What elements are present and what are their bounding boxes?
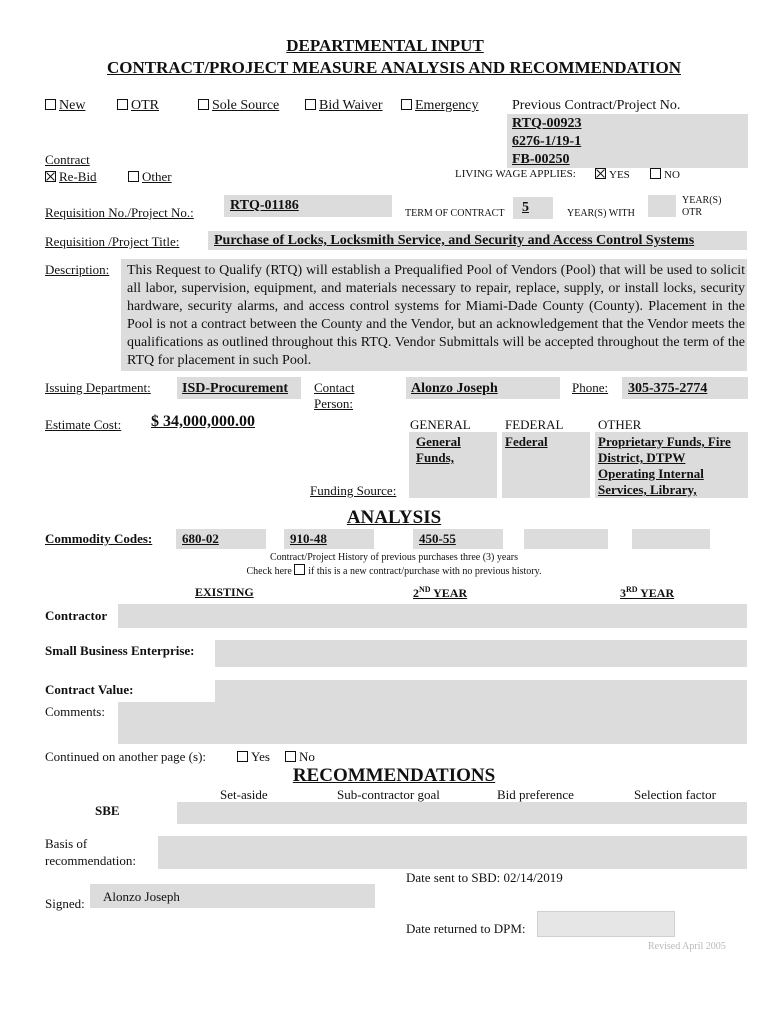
option-bid-waiver[interactable]: Bid Waiver bbox=[305, 98, 383, 114]
sbe-analysis-field[interactable] bbox=[215, 640, 747, 667]
checkbox-rebid[interactable] bbox=[45, 171, 56, 182]
col-third-year: 3RD YEAR bbox=[620, 585, 675, 600]
funding-federal-header: FEDERAL bbox=[505, 417, 564, 432]
commodity-code-3: 450-55 bbox=[419, 531, 456, 546]
col-second-year: 2ND YEAR bbox=[413, 585, 468, 600]
checkbox-living-wage-yes[interactable] bbox=[595, 168, 606, 179]
option-other[interactable]: Other bbox=[128, 169, 172, 185]
checkbox-continued-yes[interactable] bbox=[237, 751, 248, 762]
continued-yes[interactable]: Yes bbox=[237, 749, 270, 765]
option-new[interactable]: New bbox=[45, 98, 85, 114]
contract-value-label: Contract Value: bbox=[45, 682, 134, 697]
checkbox-sole-source[interactable] bbox=[198, 99, 209, 110]
basis-label-line1: Basis of bbox=[45, 836, 88, 851]
issuing-department-label: Issuing Department: bbox=[45, 380, 151, 395]
previous-contract-label: Previous Contract/Project No. bbox=[512, 98, 681, 113]
option-otr[interactable]: OTR bbox=[117, 98, 159, 114]
contractor-label: Contractor bbox=[45, 608, 108, 623]
otr-years-field[interactable] bbox=[648, 195, 676, 217]
funding-general-value-2: Funds, bbox=[416, 450, 454, 465]
basis-label-line2: recommendation: bbox=[45, 853, 136, 868]
sbe-analysis-label: Small Business Enterprise: bbox=[45, 643, 195, 658]
checkbox-other[interactable] bbox=[128, 171, 139, 182]
col-subcontractor-goal: Sub-contractor goal bbox=[337, 787, 440, 802]
signed-label: Signed: bbox=[45, 896, 85, 911]
funding-source-label: Funding Source: bbox=[310, 483, 397, 498]
col-selection-factor: Selection factor bbox=[634, 787, 716, 802]
funding-other-value-2: District, DTPW bbox=[598, 450, 686, 465]
commodity-code-1: 680-02 bbox=[182, 531, 219, 546]
contract-label: Contract bbox=[45, 152, 90, 167]
contact-label-line2: Person: bbox=[314, 396, 353, 411]
project-title-label: Requisition /Project Title: bbox=[45, 234, 180, 249]
funding-general-value-1: General bbox=[416, 434, 461, 449]
checkbox-bid-waiver[interactable] bbox=[305, 99, 316, 110]
term-value: 5 bbox=[522, 200, 529, 215]
option-sole-source[interactable]: Sole Source bbox=[198, 98, 279, 114]
signed-value: Alonzo Joseph bbox=[103, 889, 180, 904]
requisition-value: RTQ-01186 bbox=[230, 198, 299, 213]
funding-other-value-3: Operating Internal bbox=[598, 466, 704, 481]
basis-field[interactable] bbox=[158, 836, 747, 869]
term-field[interactable] bbox=[513, 197, 553, 219]
date-sent-label: Date sent to SBD: 02/14/2019 bbox=[406, 870, 563, 885]
funding-other-header: OTHER bbox=[598, 417, 642, 432]
estimate-cost-value: $ 34,000,000.00 bbox=[151, 413, 255, 430]
contract-value-field[interactable] bbox=[215, 680, 747, 702]
description-label: Description: bbox=[45, 262, 110, 277]
commodity-codes-label: Commodity Codes: bbox=[45, 531, 153, 546]
checkbox-emergency[interactable] bbox=[401, 99, 412, 110]
option-rebid[interactable]: Re-Bid bbox=[45, 169, 97, 185]
commodity-code-field-4[interactable] bbox=[524, 529, 608, 549]
checkbox-living-wage-no[interactable] bbox=[650, 168, 661, 179]
revised-note: Revised April 2005 bbox=[648, 941, 726, 952]
checkbox-continued-no[interactable] bbox=[285, 751, 296, 762]
commodity-code-2: 910-48 bbox=[290, 531, 327, 546]
checkbox-new-contract[interactable] bbox=[294, 564, 305, 575]
sbe-recommend-label: SBE bbox=[95, 803, 120, 818]
phone-label: Phone: bbox=[572, 380, 609, 395]
sbe-recommend-field[interactable] bbox=[177, 802, 747, 824]
col-set-aside: Set-aside bbox=[220, 787, 268, 802]
requisition-label: Requisition No./Project No.: bbox=[45, 205, 194, 220]
funding-general-header: GENERAL bbox=[410, 417, 471, 432]
otr-label-line2: OTR bbox=[682, 207, 702, 218]
contact-label-line1: Contact bbox=[314, 380, 355, 395]
project-title-value: Purchase of Locks, Locksmith Service, and Security and Access Control Systems bbox=[214, 233, 695, 248]
comments-field[interactable] bbox=[118, 702, 747, 744]
new-contract-check: Check here if this is a new contract/purchase with no previous history. bbox=[246, 566, 542, 577]
term-label: TERM OF CONTRACT bbox=[405, 208, 505, 219]
form-subtitle: CONTRACT/PROJECT MEASURE ANALYSIS AND RECOMMENDATION bbox=[107, 58, 681, 77]
date-returned-field[interactable] bbox=[537, 911, 675, 937]
previous-contract-value-3: FB-00250 bbox=[512, 152, 570, 167]
checkbox-new[interactable] bbox=[45, 99, 56, 110]
contact-value: Alonzo Joseph bbox=[411, 381, 498, 396]
funding-other-value-1: Proprietary Funds, Fire bbox=[598, 434, 731, 449]
analysis-heading: ANALYSIS bbox=[346, 507, 442, 528]
continued-label: Continued on another page (s): bbox=[45, 749, 207, 764]
description-text: This Request to Qualify (RTQ) will establish a Prequalified Pool of Vendors (Pool) that will be used to solicit all labor, supervision, equipment, and materials necessary to repair, replace, supply, or install locks, security hardware, security alarms, and access control systems for Miami-Dade County (County). Placement in the Pool is not a contract between the County and the Vendor, but an acknowledgement that the Vendor meets the qualifications as outlined throughout this RTQ. Vendor Submittals will be accepted throughout the term of the RTQ for placement in such Pool. bbox=[127, 263, 745, 368]
col-bid-preference: Bid preference bbox=[497, 787, 574, 802]
date-returned-label: Date returned to DPM: bbox=[406, 921, 526, 936]
recommendations-heading: RECOMMENDATIONS bbox=[292, 765, 496, 786]
previous-contract-value-2: 6276-1/19-1 bbox=[512, 134, 582, 149]
checkbox-otr[interactable] bbox=[117, 99, 128, 110]
contractor-field[interactable] bbox=[118, 604, 747, 628]
form-title: DEPARTMENTAL INPUT bbox=[286, 36, 484, 55]
estimate-cost-label: Estimate Cost: bbox=[45, 417, 122, 432]
phone-value: 305-375-2774 bbox=[628, 381, 708, 396]
previous-contract-value-1: RTQ-00923 bbox=[512, 116, 582, 131]
commodity-code-field-5[interactable] bbox=[632, 529, 710, 549]
years-with-label: YEAR(S) WITH bbox=[567, 208, 635, 219]
comments-label: Comments: bbox=[45, 704, 105, 719]
funding-other-value-4: Services, Library, bbox=[598, 482, 697, 497]
funding-federal-value: Federal bbox=[505, 434, 548, 449]
col-existing: EXISTING bbox=[195, 585, 254, 599]
issuing-department-value: ISD-Procurement bbox=[182, 381, 289, 396]
living-wage-yes[interactable]: YES bbox=[595, 168, 630, 181]
option-emergency[interactable]: Emergency bbox=[401, 98, 479, 114]
history-note: Contract/Project History of previous purchases three (3) years bbox=[270, 552, 518, 563]
living-wage-no[interactable]: NO bbox=[650, 168, 680, 181]
living-wage-label: LIVING WAGE APPLIES: bbox=[455, 168, 576, 180]
otr-label-line1: YEAR(S) bbox=[682, 195, 722, 206]
continued-no[interactable]: No bbox=[285, 749, 315, 765]
